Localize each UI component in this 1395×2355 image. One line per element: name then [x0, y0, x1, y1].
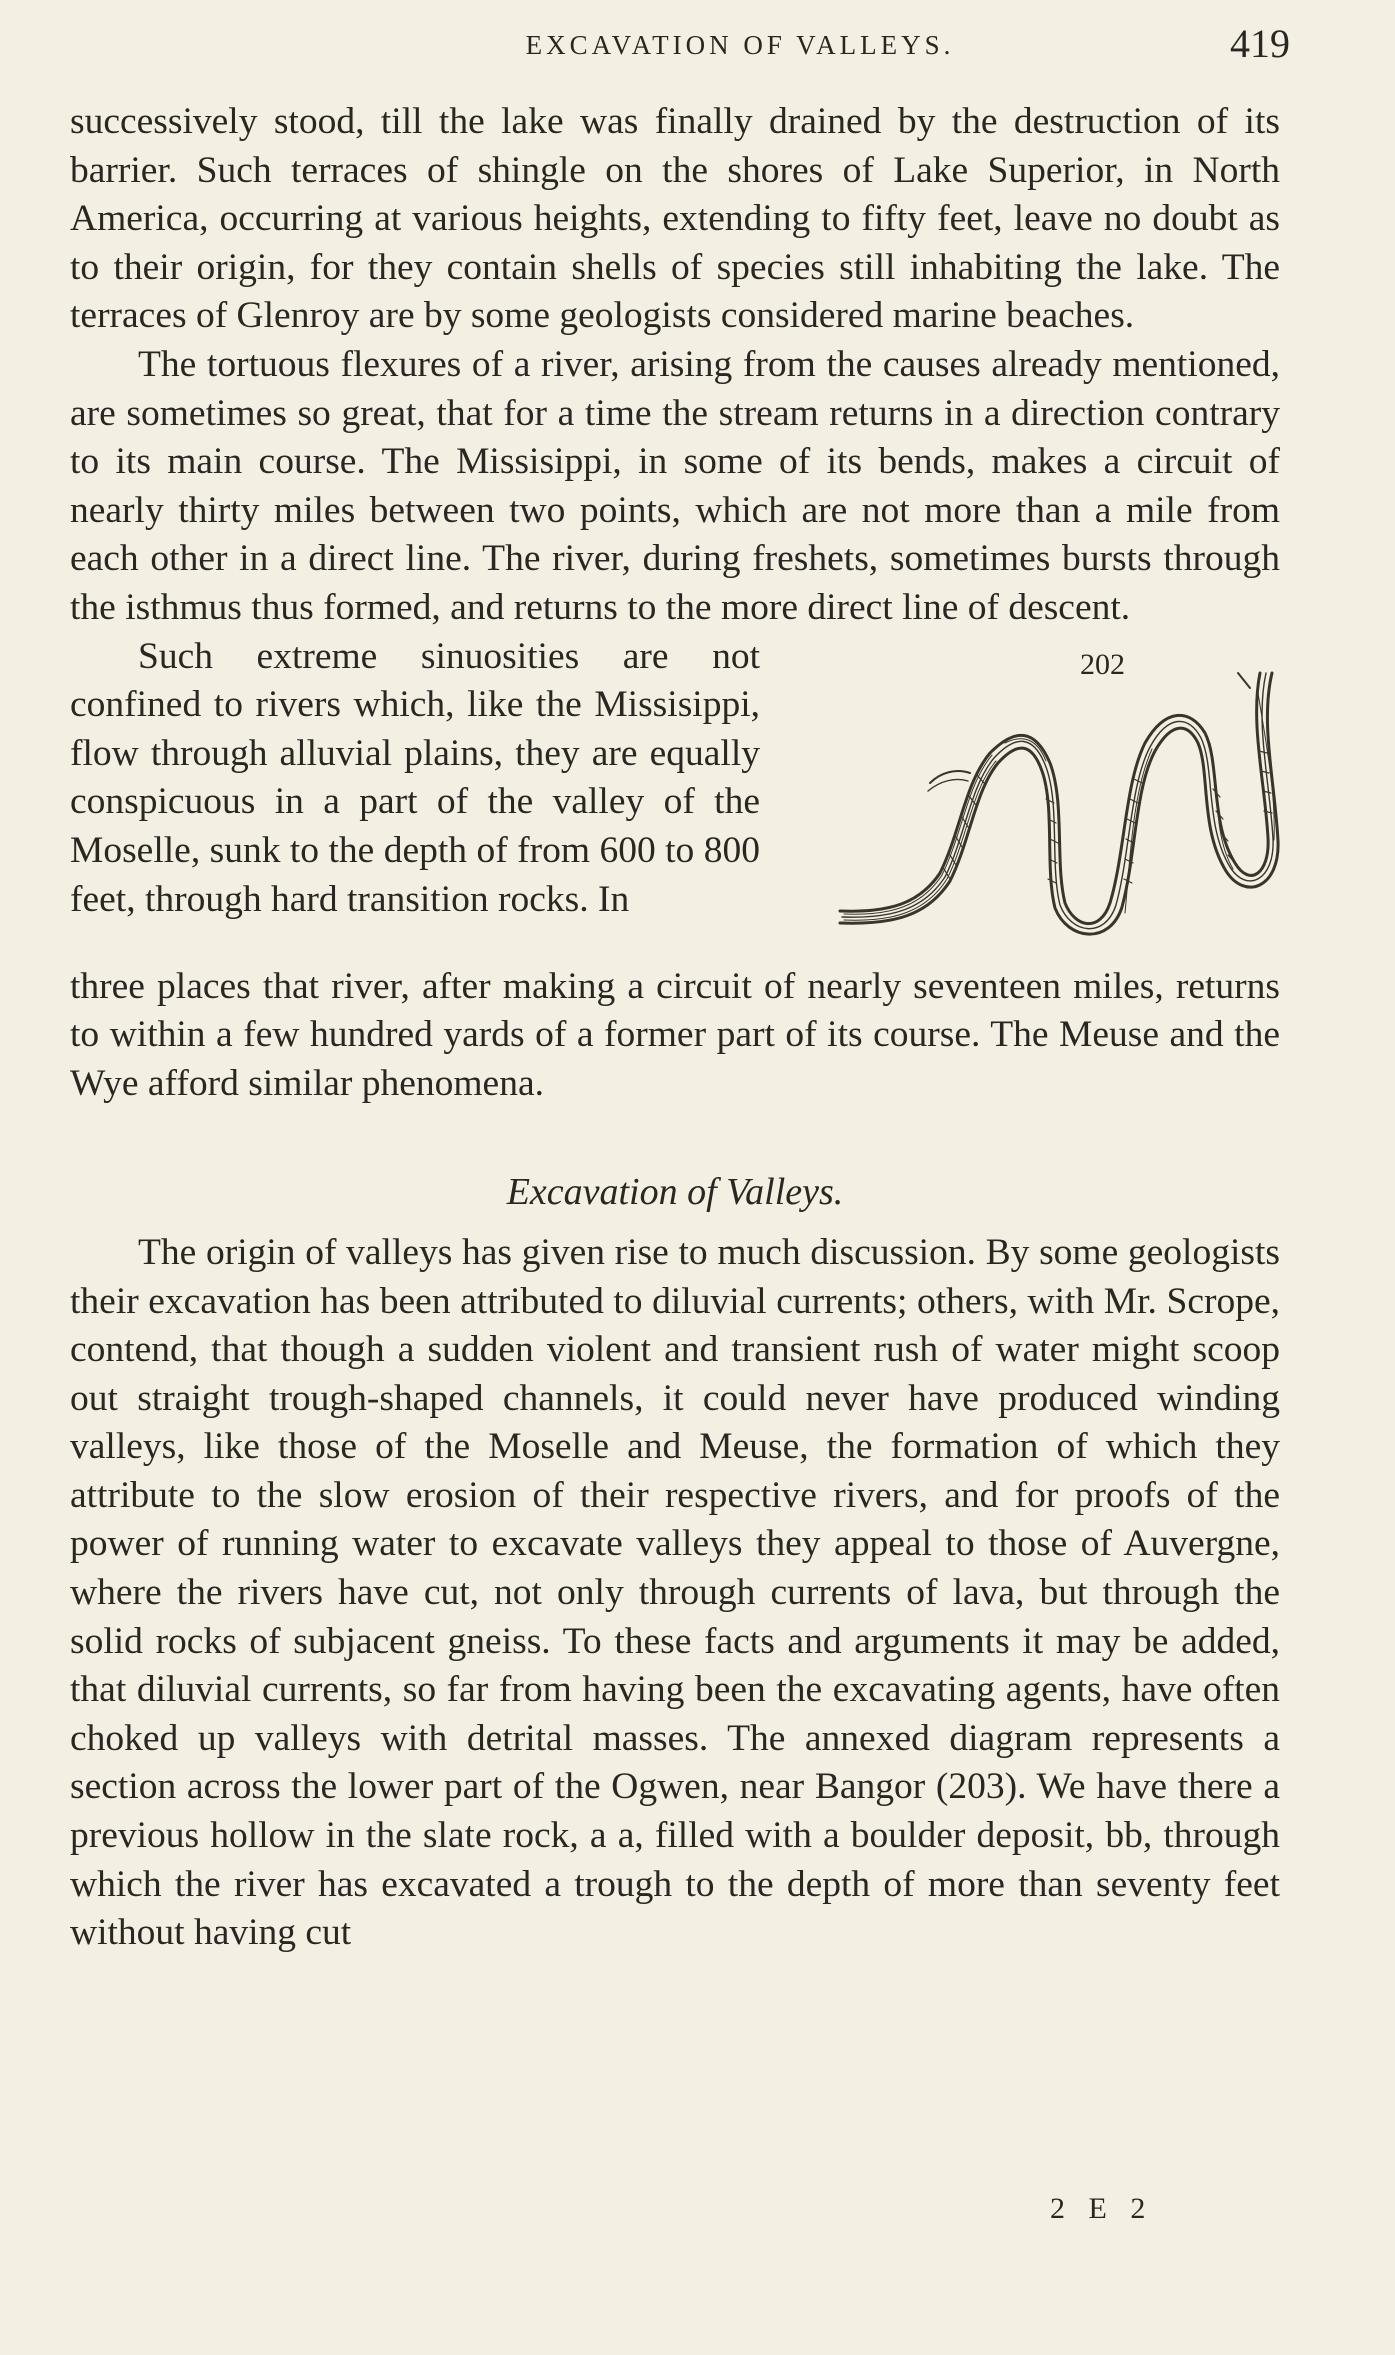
signature-mark: 2 E 2 [1050, 2192, 1154, 2225]
figure-202 [780, 633, 1280, 963]
paragraph-3-continued: three places that river, after making a circuit of nearly seventeen miles, returns to within a few hundred yards of a former part of its course. The Meuse and the Wye afford similar phenomena. [70, 965, 1280, 1104]
paragraph-2: The tortuous flexures of a river, arising from the causes already mentioned, are sometimes so great, that for a time the stream returns in a direction contrary to its main course. The Missisippi, in some of its bends, makes a circuit of nearly thirty miles between two points, which are not more than a mile from each other in a direct line. The river, during freshets, sometimes bursts through the isthmus thus formed, and returns to the more direct line of descent. [70, 343, 1280, 628]
meandering-river-icon [780, 633, 1280, 963]
paragraph-3-wrapped: Such extreme sinuosities are not confined to rivers which, like the Missisippi, flow through alluvial plains, they are equally conspicuous in a part of the valley of the Moselle, sunk to the depth of from 600 to 800 feet, through hard transition rocks. In [70, 635, 760, 920]
body-text [70, 98, 1280, 1958]
figure-number: 202 [1080, 647, 1125, 681]
paragraph-1: successively stood, till the lake was finally drained by the destruction of its barrier. Such terraces of shingle on the shores of Lake Superior, in North America, occurring at various heights, extending to fifty feet, leave no doubt as to their origin, for they contain shells of species still inhabiting the lake. The terraces of Glenroy are by some geologists considered marine beaches. [70, 101, 1280, 337]
running-title: EXCAVATION OF VALLEYS. [525, 30, 955, 60]
section-heading: Excavation of Valleys. [506, 1171, 844, 1214]
figure-wrap-block [70, 633, 1280, 925]
running-head [70, 18, 1290, 78]
paragraph-4: The origin of valleys has given rise to much discussion. By some geologists their excavation has been attributed to diluvial currents; others, with Mr. Scrope, contend, that though a sudden violent and transient rush of water might scoop out straight trough-shaped channels, it could never have produced winding valleys, like those of the Moselle and Meuse, the formation of which they attribute to the slow erosion of their respective rivers, and for proofs of the power of running water to excavate valleys they appeal to those of Auvergne, where the rivers have cut, not only through currents of lava, but through the solid rocks of subjacent gneiss. To these facts and arguments it may be added, that diluvial currents, so far from having been the excavating agents, have often choked up valleys with detrital masses. The annexed diagram represents a section across the lower part of the Ogwen, near Bangor (203). We have there a previous hollow in the slate rock, a a, filled with a boulder deposit, bb, through which the river has excavated a trough to the depth of more than seventy feet without having cut [70, 1231, 1280, 1954]
page-number: 419 [1230, 21, 1290, 66]
